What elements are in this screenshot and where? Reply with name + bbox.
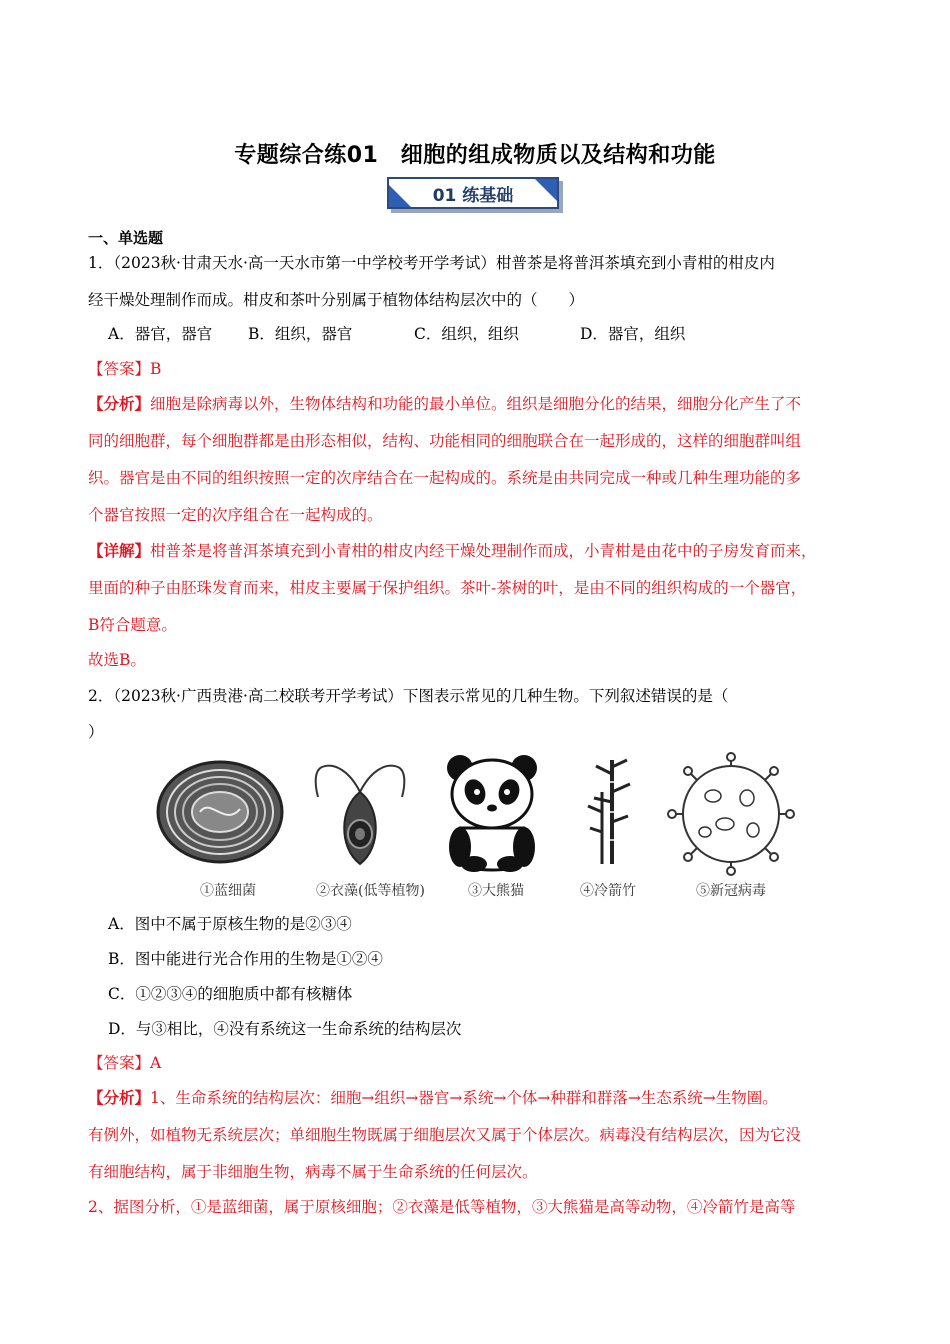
page-title: 专题综合练01 细胞的组成物质以及结构和功能 xyxy=(234,143,716,168)
q1-options xyxy=(108,324,685,344)
q1-option-c: C．组织，组织 xyxy=(414,325,519,343)
q2-option-b: B．图中能进行光合作用的生物是①②④ xyxy=(108,950,383,968)
q2-analysis-line-3: 有细胞结构，属于非细胞生物，病毒不属于生命系统的任何层次。 xyxy=(88,1163,538,1181)
caption-chlamydomonas: ②衣藻(低等植物) xyxy=(316,883,425,899)
q1-analysis-line-3: 织。器官是由不同的组织按照一定的次序结合在一起构成的。系统是由共同完成一种或几种生理功能的多 xyxy=(88,469,802,487)
q2-answer: 【答案】A xyxy=(88,1054,162,1072)
q1-detail-text-1: 柑普茶是将普洱茶填充到小青柑的柑皮内经干燥处理制作而成，小青柑是由花中的子房发育而来， xyxy=(150,542,817,560)
q1-option-d: D．器官，组织 xyxy=(580,325,686,343)
cyanobacteria-illustration xyxy=(155,757,285,867)
q1-stem-line-2: 经干燥处理制作而成。柑皮和茶叶分别属于植物体结构层次中的（ ） xyxy=(88,291,585,309)
q2-analysis-line-1 xyxy=(88,1088,778,1108)
q1-detail-line-1 xyxy=(88,541,817,561)
q1-analysis-line-2: 同的细胞群，每个细胞群都是由形态相似，结构、功能相同的细胞联合在一起形成的，这样的细胞群叫组 xyxy=(88,432,802,450)
caption-virus: ⑤新冠病毒 xyxy=(696,883,766,899)
chlamydomonas-illustration xyxy=(310,752,410,872)
q1-stem-line-1: 1．（2023秋·甘肃天水·高一天水市第一中学校考开学考试）柑普茶是将普洱茶填充到小青柑的柑皮内 xyxy=(88,254,775,272)
q1-analysis-line-4: 个器官按照一定的次序组合在一起构成的。 xyxy=(88,506,383,524)
q1-answer: 【答案】B xyxy=(88,360,162,378)
giant-panda-illustration xyxy=(442,752,542,872)
q2-analysis-line-2: 有例外，如植物无系统层次；单细胞生物既属于细胞层次又属于个体层次。病毒没有结构层次，因为它没 xyxy=(88,1126,802,1144)
q2-option-a: A．图中不属于原核生物的是②③④ xyxy=(108,915,352,933)
badge-label: 01 练基础 xyxy=(432,186,514,206)
section-heading: 一、单选题 xyxy=(88,229,164,247)
q1-analysis-line-1 xyxy=(88,394,801,414)
q2-analysis-text-1: 1、生命系统的结构层次：细胞→组织→器官→系统→个体→种群和群落→生态系统→生物圈。 xyxy=(150,1089,778,1107)
q1-conclusion: 故选B。 xyxy=(88,651,146,669)
q1-detail-line-3: B符合题意。 xyxy=(88,616,177,634)
organisms-figure xyxy=(150,752,810,902)
q1-option-a: A．器官，器官 xyxy=(108,325,213,343)
q1-detail-line-2: 里面的种子由胚珠发育而来，柑皮主要属于保护组织。茶叶-茶树的叶，是由不同的组织构成的一个器官， xyxy=(88,579,807,597)
q2-analysis-line-4: 2、据图分析，①是蓝细菌，属于原核细胞；②衣藻是低等植物，③大熊猫是高等动物，④冷箭竹是高等 xyxy=(88,1198,796,1216)
caption-cyanobacteria: ①蓝细菌 xyxy=(200,883,256,899)
q1-option-b: B．组织，器官 xyxy=(248,325,353,343)
q2-option-d: D．与③相比，④没有系统这一生命系统的结构层次 xyxy=(108,1020,462,1038)
q1-detail-label: 【详解】 xyxy=(88,541,151,560)
caption-panda: ③大熊猫 xyxy=(468,883,524,899)
section-badge xyxy=(387,177,563,213)
coronavirus-illustration xyxy=(665,752,797,877)
q2-option-c: C．①②③④的细胞质中都有核糖体 xyxy=(108,985,353,1003)
q1-analysis-text-1: 细胞是除病毒以外，生物体结构和功能的最小单位。组织是细胞分化的结果，细胞分化产生了不 xyxy=(150,395,802,413)
bamboo-illustration xyxy=(582,752,642,872)
q2-analysis-label: 【分析】 xyxy=(88,1088,151,1107)
q2-stem-line-2: ） xyxy=(88,723,104,741)
caption-bamboo: ④冷箭竹 xyxy=(580,883,636,899)
q1-analysis-label: 【分析】 xyxy=(88,394,151,413)
q2-stem-line-1: 2．（2023秋·广西贵港·高二校联考开学考试）下图表示常见的几种生物。下列叙述错误的是（ xyxy=(88,687,729,705)
